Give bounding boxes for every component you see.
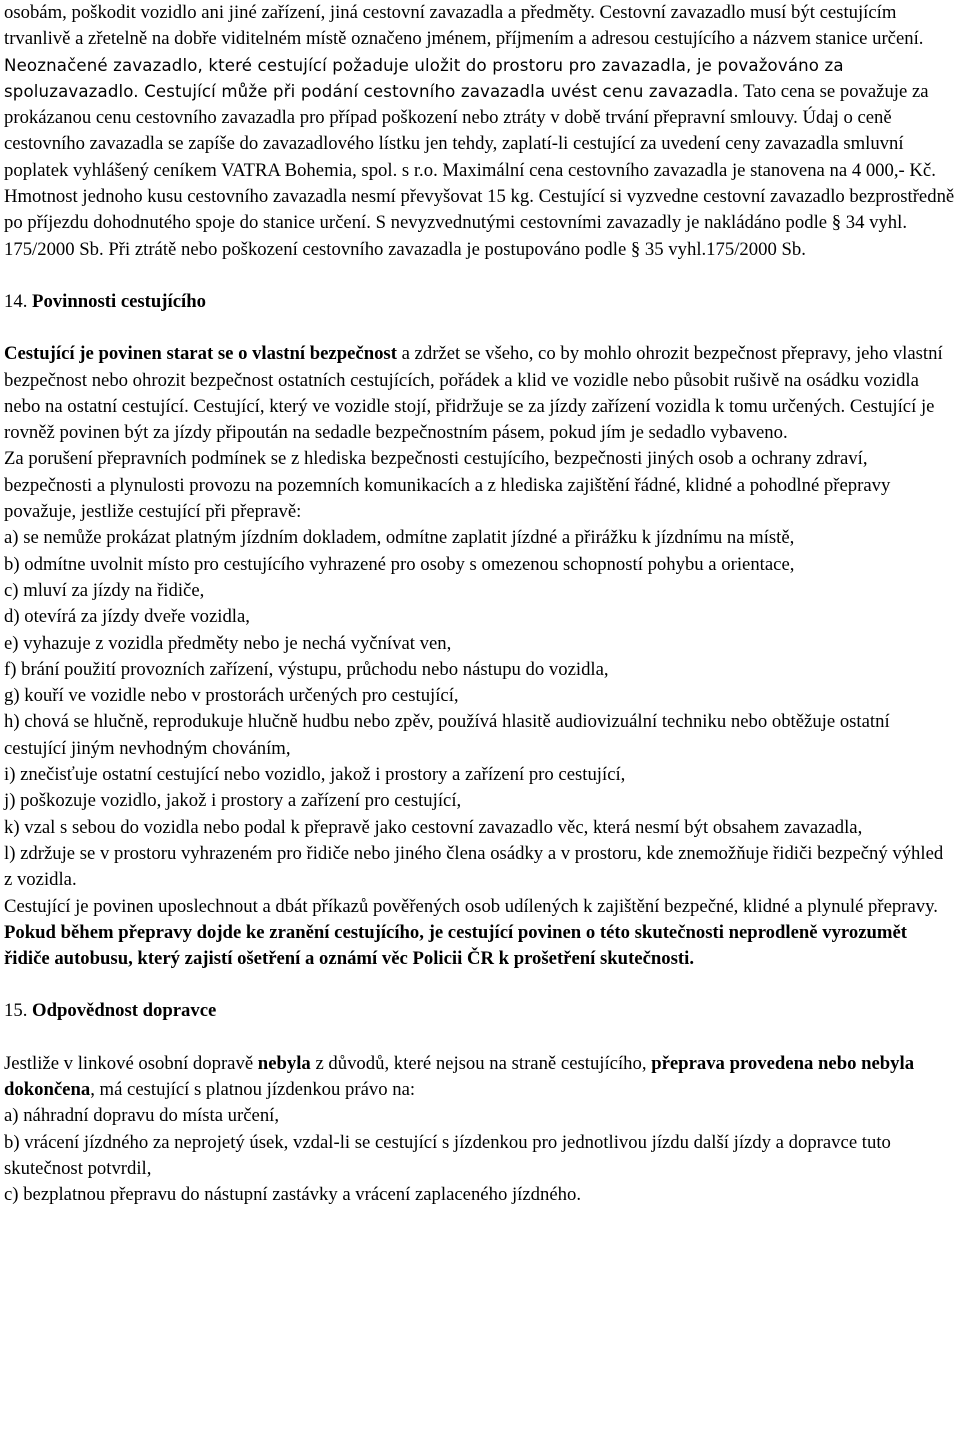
list-item: a) náhradní dopravu do místa určení, xyxy=(4,1105,280,1127)
section15-paragraph-1 xyxy=(4,1051,956,1104)
section15-p1-e: , má cestující s platnou jízdenkou právo na: xyxy=(90,1078,416,1100)
spacer xyxy=(4,972,956,998)
list-item: a) se nemůže prokázat platným jízdním dokladem, odmítne zaplatit jízdné a přirážku k jízdnímu na místě, xyxy=(4,527,795,549)
list-item: f) brání použití provozních zařízení, výstupu, průchodu nebo nástupu do vozidla, xyxy=(4,658,609,680)
section14-p1-rest: a zdržet se všeho, co by mohlo ohrozit bezpečnost přepravy, jeho vlastní bezpečnost nebo ohrozit bezpečnost ostatních cestujících, pořádek a klid ve vozidle nebo působit rušivě na osádku vozidla nebo na ostatní cestující. Cestující, který ve vozidle stojí, přidržuje se za jízdy zařízení vozidla k tomu určených. Cestující je rovněž povinen být za jízdy připoután na sedadle bezpečnostním pásem, pokud jím je sedadlo vybaveno. xyxy=(4,343,943,444)
list-item: c) mluví za jízdy na řidiče, xyxy=(4,579,205,601)
section15-p1-a: Jestliže v linkové osobní dopravě xyxy=(4,1052,258,1074)
spacer xyxy=(4,315,956,341)
section13-paragraph xyxy=(4,0,956,263)
section15-number: 15. xyxy=(4,1000,28,1022)
list-item: c) bezplatnou přepravu do nástupní zastávky a vrácení zaplaceného jízdného. xyxy=(4,1184,581,1206)
list-item: e) vyhazuje z vozidla předměty nebo je nechá vyčnívat ven, xyxy=(4,632,452,654)
section14-paragraph-2: Za porušení přepravních podmínek se z hlediska bezpečnosti cestujícího, bezpečnosti jiných osob a ochrany zdraví, bezpečnosti a plynulosti provozu na pozemních komunikacích a z hlediska zajištění řádné, klidné a pohodlné přepravy považuje, jestliže cestující při přepravě: xyxy=(4,448,891,523)
list-item: j) poškozuje vozidlo, jakož i prostory a zařízení pro cestující, xyxy=(4,790,462,812)
section15-title: Odpovědnost dopravce xyxy=(32,1000,217,1022)
section14-number: 14. xyxy=(4,290,28,312)
section15-p1-d: přeprava provedena nebo nebyla dokončena xyxy=(4,1052,915,1100)
document-page xyxy=(4,0,956,1208)
section14-p1-bold: Cestující je povinen starat se o vlastní bezpečnost xyxy=(4,343,397,365)
spacer xyxy=(4,1025,956,1051)
list-item: g) kouří ve vozidle nebo v prostorách určených pro cestující, xyxy=(4,685,459,707)
spacer xyxy=(4,263,956,289)
section14-p4-bold: Pokud během přepravy dojde ke zranění cestujícího, je cestující povinen o této skutečnosti neprodleně vyrozumět řidiče autobusu, který zajistí ošetření a oznámí věc Policii ČR k prošetření skutečnosti. xyxy=(4,921,907,970)
list-item: k) vzal s sebou do vozidla nebo podal k přepravě jako cestovní zavazadlo věc, která nesmí být obsahem zavazadla, xyxy=(4,816,863,838)
section14-paragraph-4 xyxy=(4,920,956,973)
list-item: h) chová se hlučně, reprodukuje hlučně hudbu nebo zpěv, používá hlasitě audiovizuální techniku nebo obtěžuje ostatní cestující jiným nevhodným chováním, xyxy=(4,711,890,759)
list-item: b) vrácení jízdného za neprojetý úsek, vzdal-li se cestující s jízdenkou pro jednotlivou jízdu další jízdy a dopravce tuto skutečnost potvrdil, xyxy=(4,1131,891,1179)
section15-heading xyxy=(4,998,956,1024)
list-item: d) otevírá za jízdy dveře vozidla, xyxy=(4,606,250,628)
list-item: i) znečisťuje ostatní cestující nebo vozidlo, jakož i prostory a zařízení pro cestující, xyxy=(4,764,626,786)
section13-text-c: Tato cena se považuje za prokázanou cenu cestovního zavazadla pro případ poškození nebo ztráty v době trvání přepravní smlouvy. Údaj o ceně cestovního zavazadla se zapíše do zavazadlového lístku jen tehdy, zaplatí-li cestující za uvedení ceny zavazadla smluvní poplatek vyhlášený ceníkem VATRA Bohemia, spol. s r.o. Maximální cena cestovního zavazadla je stanovena na 4 000,- Kč. Hmotnost jednoho kusu cestovního zavazadla nesmí převyšovat 15 kg. Cestující si vyzvedne cestovní zavazadlo bezprostředně po příjezdu dohodnutého spoje do stanice určení. S nevyzvednutými cestovními zavazadly je nakládáno podle § 34 vyhl. 175/2000 Sb. Při ztrátě nebo poškození cestovního zavazadla je postupováno podle § 35 vyhl.175/2000 Sb. xyxy=(4,80,955,260)
section13-text-b: Neoznačené zavazadlo, které cestující požaduje uložit do prostoru pro zavazadla, je považováno za spoluzavazadlo. Cestující může při podání cestovního zavazadla uvést cenu zavazadla. xyxy=(4,55,844,101)
section14-paragraph-3: Cestující je povinen uposlechnout a dbát příkazů pověřených osob udílených k zajištění bezpečné, klidné a plynulé přepravy. xyxy=(4,895,938,917)
section15-p1-b: nebyla xyxy=(257,1052,311,1074)
section14-title: Povinnosti cestujícího xyxy=(32,290,206,312)
list-item: l) zdržuje se v prostoru vyhrazeném pro řidiče nebo jiného člena osádky a v prostoru, kde znemožňuje řidiči bezpečný výhled z vozidla. xyxy=(4,842,944,891)
section15-p1-c: z důvodů, které nejsou na straně cestujícího, xyxy=(310,1052,652,1074)
section14-paragraph-1 xyxy=(4,341,956,446)
list-item: b) odmítne uvolnit místo pro cestujícího vyhrazené pro osoby s omezenou schopností pohybu a orientace, xyxy=(4,553,795,575)
section14-heading xyxy=(4,289,956,315)
section13-text-a: osobám, poškodit vozidlo ani jiné zařízení, jiná cestovní zavazadla a předměty. Cestovní zavazadlo musí být cestujícím trvanlivě a zřetelně na dobře viditelném místě označeno jménem, příjmením a adresou cestujícího a názvem stanice určení. xyxy=(4,2,924,50)
